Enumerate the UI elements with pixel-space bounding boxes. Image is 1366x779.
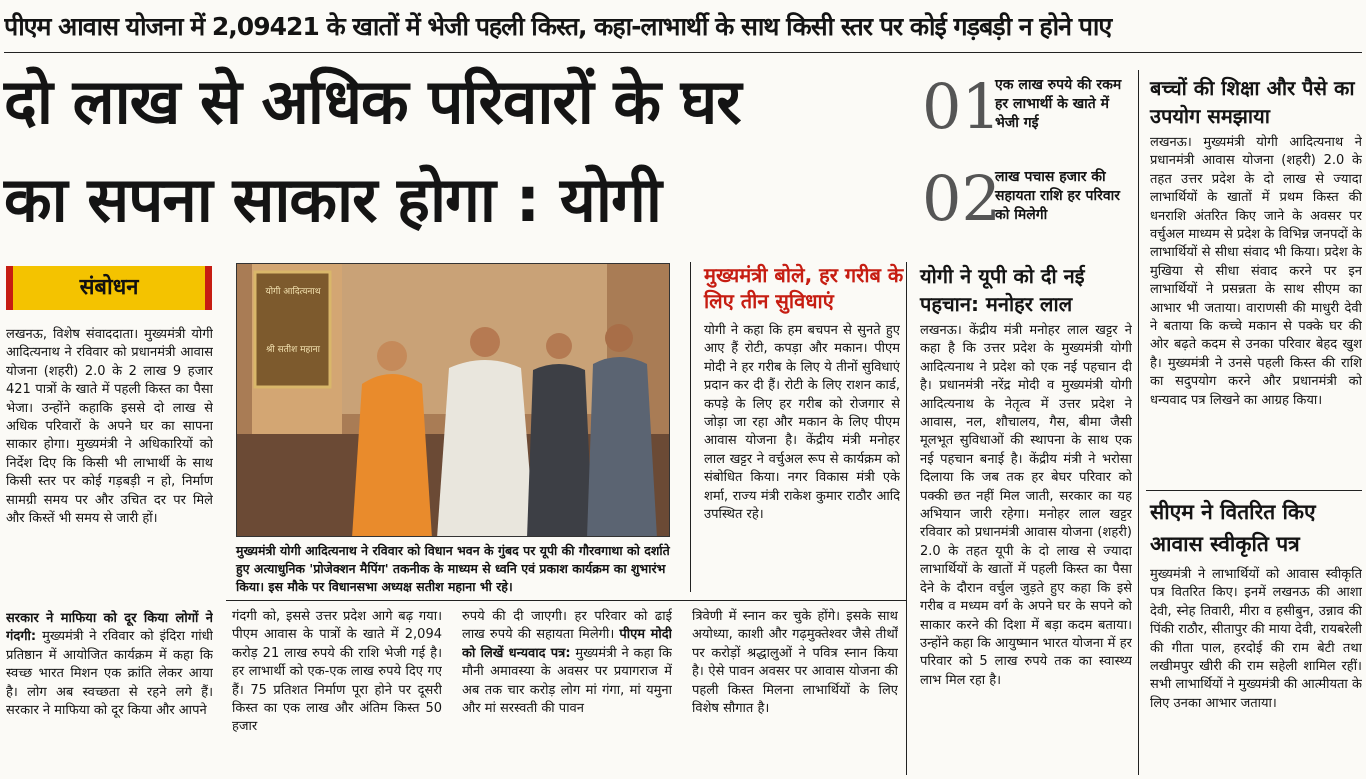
section-label-text: संबोधन (79, 275, 139, 300)
fact-text-1: एक लाख रुपये की रकम हर लाभार्थी के खाते में भेजी गई (995, 77, 1122, 131)
column-1-para-2-text: मुख्यमंत्री ने रविवार को इंदिरा गांधी प्रतिष्ठान में आयोजित कार्यक्रम में कहा कि स्वच्छ भारत मिशन एक क्रांति लेकर आया है। लोग अब स्वच्छता से रहने लगे हैं। सरकार ने माफिया को दूर किया और आपने (6, 629, 213, 719)
right-story-1-body: लखनऊ। मुख्यमंत्री योगी आदित्यनाथ ने प्रधानमंत्री आवास योजना (शहरी) 2.0 के तहत उत्तर प्रदेश के दो लाख से ज्यादा लाभार्थियों के खातों में प्रथम किस्त की धनराशि अंतरित किए जाने के अवसर पर वर्चुअल माध्यम से प्रदेश के विभिन्न जनपदों के लाभार्थियों से सीधा संवाद भी किया। प्रदेश के मुखिया से सीधा संवाद करने पर इन लाभार्थियों ने प्रसन्नता के साथ सीएम का आभार भी जताया। वाराणसी की माधुरी देवी ने बताया कि कच्चे मकान से पक्के घर की ओर बढ़ते कदम से उनका परिवार बेहद खुश है। मुख्यमंत्री ने उनसे पहली किस्त की राशि का सदुपयोग करने और प्रधानमंत्री को धन्यवाद पत्र लिखने का आग्रह किया। (1150, 135, 1362, 408)
fact-number-1: 01 (922, 70, 1001, 143)
plaque-name: श्री सतीश महाना (266, 345, 320, 355)
headline-line-2: का सपना साकार होगा : योगी (4, 163, 661, 236)
right-story-2-body: मुख्यमंत्री ने लाभार्थियों को आवास स्वीकृति पत्र वितरित किए। इनमें लखनऊ की आशा देवी, स्नेह तिवारी, मीरा व हसीबुन, उन्नाव की पिंकी राठौर, सीतापुर की माया देवी, रायबरेली की गीता पाल, हरदोई की राम बेटी तथा लखीमपुर खीरी की राम सहेली शामिल रहीं। सभी लाभार्थियों ने मुख्यमंत्री की आत्मीयता के लिए उनका आभार जताया। (1150, 567, 1362, 711)
bottom-column-2-subhead: पीएम मोदी को लिखें धन्यवाद पत्र: (462, 627, 672, 661)
mid-body: योगी ने कहा कि हम बचपन से सुनते हुए आए हैं रोटी, कपड़ा और मकान। पीएम मोदी ने हर गरीब के लिए ये तीनों सुविधाएं प्रदान कर दी हैं। रोटी के लिए राशन कार्ड, कपड़े के लिए हर गरीब को रोजगार से जोड़ा जा रहा और मकान के लिए पीएम आवास योजना है। केंद्रीय मंत्री मनोहर लाल खट्टर ने वर्चुअल रूप से कार्यक्रम को संबोधित किया। नगर विकास मंत्री एके शर्मा, राज्य मंत्री राकेश कुमार राठौर आदि उपस्थित रहे। (704, 323, 900, 523)
manohar-heading: योगी ने यूपी को दी नई पहचान: मनोहर लाल (920, 264, 1085, 316)
event-photo (236, 263, 670, 537)
bottom-column-3: त्रिवेणी में स्नान कर चुके होंगे। इसके साथ अयोध्या, काशी और गढ़मुक्तेश्वर जैसे तीर्थों पर करोड़ों श्रद्धालुओं ने पवित्र स्नान किया है। ऐसे पावन अवसर पर आवास योजना की पहली किस्त मिलना लाभार्थियों के लिए विशेष सौगात है। (692, 609, 898, 717)
mid-heading: मुख्यमंत्री बोले, हर गरीब के लिए तीन सुविधाएं (704, 263, 904, 313)
photo-caption: मुख्यमंत्री योगी आदित्यनाथ ने रविवार को विधान भवन के गुंबद पर यूपी की गौरवगाथा को दर्शाते हुए अत्याधुनिक 'प्रोजेक्शन मैपिंग' तकनीक के माध्यम से ध्वनि एवं प्रकाश कार्यक्रम का शुभारंभ किया। इस मौके पर विधानसभा अध्यक्ष सतीश महाना भी रहे। (236, 543, 670, 594)
bottom-divider (226, 600, 906, 601)
plaque-title: योगी आदित्यनाथ (265, 287, 321, 297)
right-column-divider (1146, 490, 1362, 491)
right-story-1-heading: बच्चों की शिक्षा और पैसे का उपयोग समझाया (1150, 76, 1355, 128)
right-column-rule (1138, 70, 1139, 775)
column-1-para-2 (6, 610, 213, 772)
bottom-column-2-para-1: रुपये की दी जाएगी। हर परिवार को ढाई लाख रुपये की सहायता मिलेगी। (462, 609, 672, 643)
event-photo-illustration (237, 264, 670, 537)
bottom-column-1: गंदगी को, इससे उत्तर प्रदेश आगे बढ़ गया। पीएम आवास के पात्रों के खाते में 2,094 करोड़ 21 लाख रुपये की राशि भेजी गई है। हर लाभार्थी को एक-एक लाख रुपये दिए गए हैं। 75 प्रतिशत निर्माण पूरा होने पर दूसरी किस्त का एक लाख और अंतिम किस्त 50 हजार (232, 609, 442, 735)
bottom-column-2 (462, 608, 672, 772)
manohar-body: लखनऊ। केंद्रीय मंत्री मनोहर लाल खट्टर ने कहा है कि उत्तर प्रदेश के मुख्यमंत्री योगी आदित्यनाथ ने प्रदेश को एक नई पहचान दी है। प्रधानमंत्री नरेंद्र मोदी व मुख्यमंत्री योगी आदित्यनाथ के नेतृत्व में उत्तर प्रदेश ने आवास, नल, शौचालय, गैस, बीमा जैसी मूलभूत सुविधाओं की स्थापना के साथ एक नई पहचान बनाई है। केंद्रीय मंत्री ने भरोसा दिलाया कि जब तक हर बेघर परिवार को पक्की छत नहीं मिल जाती, सरकार का यह अभियान जारी रहेगा। मनोहर लाल खट्टर रविवार को प्रधानमंत्री आवास योजना (शहरी) 2.0 के तहत यूपी के दो लाख से ज्यादा लाभार्थियों के खातों में पहली किस्त का पैसा देने के दौरान वर्चुल जुड़ते हुए कहा कि इसे गरीब व मध्यम वर्ग के अपने घर के सपने को साकार करने की दिशा में बड़ा कदम बताया। उन्होंने कहा कि आयुष्मान भारत योजना में हर परिवार को 5 लाख रुपये तक का स्वास्थ्य लाभ मिल रहा है। (920, 323, 1132, 688)
mid-column-rule (690, 262, 691, 592)
column-1-para-1: लखनऊ, विशेष संवाददाता। मुख्यमंत्री योगी आदित्यनाथ ने रविवार को प्रधानमंत्री आवास योजना (शहरी) 2.0 के 2 लाख 9 हजार 421 पात्रों के खाते में पहली किस्त का पैसा भेजा। उन्होंने कहाकि इससे दो लाख से अधिक परिवारों के अपने घर का सापना साकार होगा। मुख्यमंत्री ने अधिकारियों को निर्देश दिए कि किसी भी लाभार्थी के साथ किसी स्तर पर कोई गड़बड़ी न हो, निर्माण सामग्री समय पर और उचित दर पर मिले और किस्तें भी समय से जारी हों। (6, 327, 213, 527)
column-1-subhead: सरकार ने माफिया को दूर किया लोगों ने गंदगी: (6, 611, 213, 645)
right-story-2-heading: सीएम ने वितरित किए आवास स्वीकृति पत्र (1150, 500, 1316, 556)
kicker-headline: पीएम आवास योजना में 2,09421 के खातों में भेजी पहली किस्त, कहा-लाभार्थी के साथ किसी स्तर पर कोई गड़बड़ी न होने पाए (4, 12, 1112, 41)
headline-line-1: दो लाख से अधिक परिवारों के घर (4, 65, 741, 138)
section-label (6, 266, 212, 310)
fact-text-2: लाख पचास हजार की सहायता राशि हर परिवार को मिलेगी (995, 169, 1120, 223)
bottom-column-2-para-2: मुख्यमंत्री ने कहा कि मौनी अमावस्या के अवसर पर प्रयागराज में अब तक चार करोड़ लोग मां गंगा, मां यमुना और मां सरस्वती की पावन (462, 645, 672, 717)
manohar-column-rule (906, 262, 907, 775)
top-divider (4, 52, 1362, 53)
fact-number-2: 02 (922, 162, 1001, 235)
